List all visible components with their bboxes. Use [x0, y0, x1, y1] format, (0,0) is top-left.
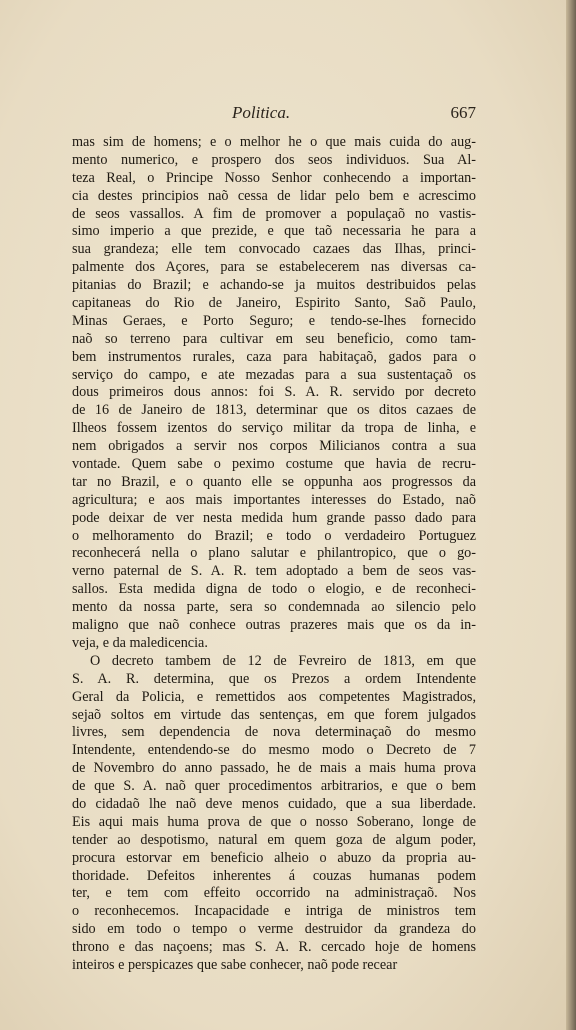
text-line: procura estorvar em beneficio alheio o abuzo da propria au- — [72, 849, 476, 866]
text-line: verno paternal de S. A. R. tem adoptado a bem de seos vas- — [72, 563, 476, 580]
text-line: teza Real, o Principe Nosso Senhor conhecendo a importan- — [72, 169, 476, 186]
text-line: sido em todo o tempo o verme destruidor da grandeza do — [72, 921, 476, 938]
text-line: sejaõ soltos em virtude das sentenças, em que forem julgados — [72, 706, 476, 723]
text-line: inteiros e perspicazes que sabe conhecer, naõ pode recear — [72, 956, 398, 973]
text-line: de que S. A. naõ quer procedimentos arbitrarios, e que o bem — [72, 778, 476, 795]
text-line: mento numerico, e prospero dos seos individuos. Sua Al- — [72, 151, 476, 168]
text-line: bem instrumentos rurales, caza para habitaçaõ, gados para o — [72, 348, 476, 365]
text-line: pitanias do Brazil; e achando-se ja muitos destribuidos pelas — [72, 277, 476, 294]
text-line: capitaneas do Rio de Janeiro, Espirito Santo, Saõ Paulo, — [72, 295, 476, 312]
text-line: livres, sem dependencia de nova determinaçaõ do mesmo — [72, 724, 476, 741]
text-line: naõ so terreno para cultivar em seu beneficio, como tam- — [72, 330, 476, 347]
text-line: Ilheos fossem izentos do serviço militar da tropa de linha, e — [72, 420, 476, 437]
text-line: serviço do campo, e ate mezadas para a sua sustentaçaõ os — [72, 366, 476, 383]
text-line: O decreto tambem de 12 de Fevreiro de 1813, em que — [90, 652, 476, 669]
text-line: mas sim de homens; e o melhor he o que mais cuida do aug- — [72, 134, 476, 150]
text-line: de Novembro do anno passado, he de mais a mais huma prova — [72, 760, 476, 777]
text-line: vontade. Quem sabe o peximo costume que havia de recru- — [72, 456, 476, 473]
text-line: agricultura; e aos mais importantes interesses do Estado, naõ — [72, 491, 476, 508]
text-line: reconhecerá nella o plano salutar e philantropico, que o go- — [72, 545, 476, 562]
text-line: cia destes principios naõ cessa de lidar pelo bem e acrescimo — [72, 187, 476, 204]
text-line: dous primeiros dous annos: foi S. A. R. servido por decreto — [72, 384, 476, 401]
body-text — [72, 134, 476, 975]
text-line: maligno que naõ conhece outras prazeres mais que os da in- — [72, 617, 476, 634]
text-line: de 16 de Janeiro de 1813, determinar que os ditos cazaes de — [72, 402, 476, 419]
text-line: ter, e tem com effeito occorrido na administraçaõ. Nos — [72, 885, 476, 902]
text-line: nem obrigados a servir nos corpos Milicianos contra a sua — [72, 438, 476, 455]
text-line: thoridade. Defeitos inherentes á couzas humanas podem — [72, 867, 476, 884]
text-line: simo imperio a que prezide, e que taõ necessaria he para a — [72, 223, 476, 240]
text-line: Minas Geraes, e Porto Seguro; e tendo-se-lhes fornecido — [72, 312, 476, 329]
text-line: do cidadaõ lhe naõ deve menos cuidado, que a sua liberdade. — [72, 795, 476, 812]
text-line: Intendente, entendendo-se do mesmo modo o Decreto de 7 — [72, 742, 476, 759]
text-line: de seos vassallos. A fim de promover a populaçaõ no vastis- — [72, 205, 476, 222]
page-edge-shadow — [566, 0, 576, 1030]
text-line: palmente dos Açores, para se estabelecerem nas diversas ca- — [72, 259, 476, 276]
text-line: tender ao despotismo, natural em quem goza de algum poder, — [72, 831, 476, 848]
text-line: veja, e da maledicencia. — [72, 634, 208, 651]
running-title: Politica. — [232, 103, 291, 122]
text-line: sua grandeza; elle tem convocado cazaes das Ilhas, princi- — [72, 241, 476, 258]
text-line: Eis aqui mais huma prova de que o nosso Soberano, longe de — [72, 813, 476, 830]
page-number: 667 — [450, 103, 476, 122]
text-line: sallos. Esta medida digna de todo o elogio, e de reconheci- — [72, 581, 476, 598]
page-header — [70, 103, 476, 125]
text-line: Geral da Policia, e remettidos aos competentes Magistrados, — [72, 688, 476, 705]
text-line: throno e das naçoens; mas S. A. R. cercado hoje de homens — [72, 939, 476, 956]
text-line: mento da nossa parte, sera so condemnada ao silencio pelo — [72, 599, 476, 616]
text-line: o melhoramento do Brazil; e todo o verdadeiro Portuguez — [72, 527, 476, 544]
text-line: pode deixar de ver nesta medida hum grande passo dado para — [72, 509, 476, 526]
text-line: tar no Brazil, e o quanto elle se oppunha aos progressos da — [72, 473, 476, 490]
text-line: S. A. R. determina, que os Prezos a ordem Intendente — [72, 670, 476, 687]
text-line: o reconhecemos. Incapacidade e intriga de ministros tem — [72, 903, 476, 920]
